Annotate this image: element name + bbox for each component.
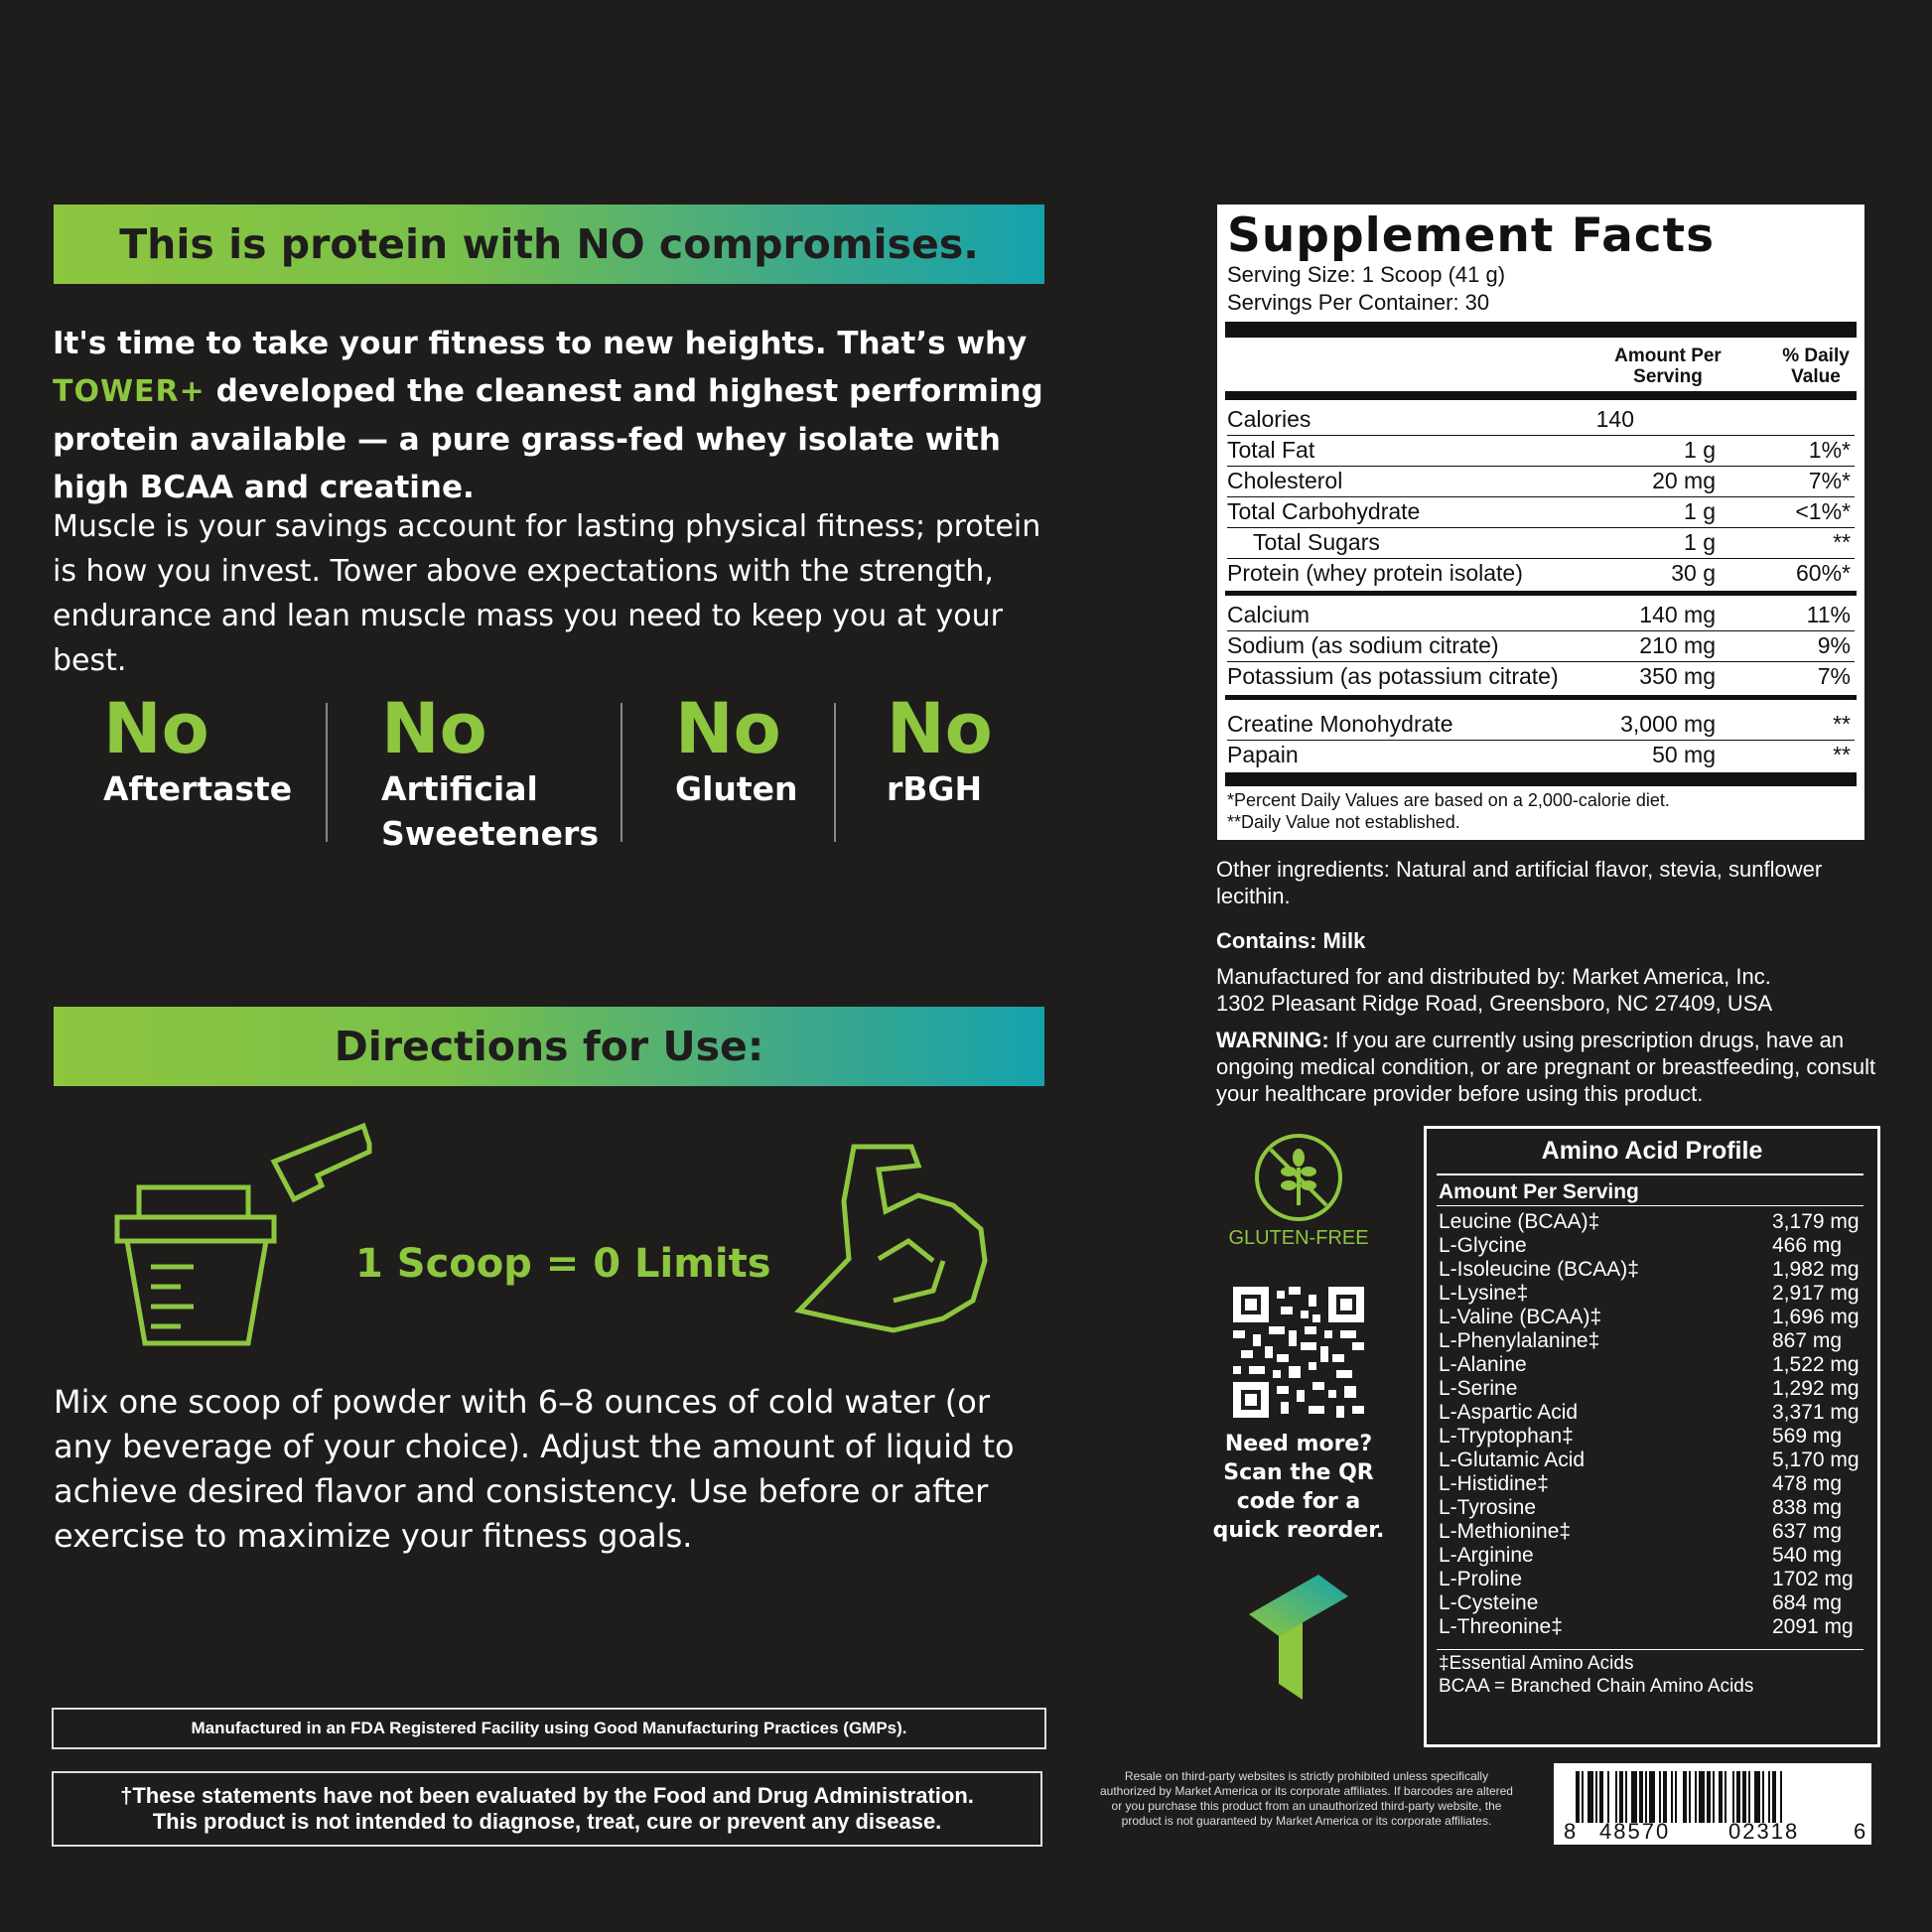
barcode-digit: 02318 [1728,1819,1800,1844]
divider [834,703,836,842]
headline-text: This is protein with NO compromises. [119,220,979,268]
barcode-bar [1762,1771,1764,1823]
amino-value: 569 mg [1772,1425,1843,1448]
barcode-bar [1754,1771,1760,1823]
barcode-bar [1713,1771,1715,1823]
no-label: No [381,688,487,769]
warning-text: If you are currently using prescription drugs, have an ongoing medical condition, or are pregnant or breastfeeding, consult your healthcare provider before using this product. [1216,1028,1876,1106]
qr-code[interactable] [1233,1287,1364,1418]
amino-name: L-Phenylalanine‡ [1439,1329,1600,1352]
barcode-bar [1631,1771,1637,1823]
amino-row [1439,1401,1865,1425]
barcode-digit: 6 [1854,1819,1866,1844]
amino-row [1439,1568,1865,1591]
barcode-bar [1742,1771,1746,1823]
amino-value: 1702 mg [1772,1568,1854,1590]
amino-name: L-Threonine‡ [1439,1615,1563,1638]
divider [326,703,328,842]
amino-rule [1437,1205,1863,1206]
gluten-free-label: GLUTEN-FREE [1228,1227,1369,1249]
amount: 3,000 mg [1620,711,1716,737]
barcode-bar [1645,1771,1647,1823]
amino-row [1439,1282,1865,1306]
amount: 210 mg [1639,632,1716,658]
barcode-bar [1748,1771,1750,1823]
qr-caption: Need more? Scan the QR code for a quick reorder. [1212,1432,1385,1543]
nutrient: Calories [1227,406,1311,432]
no-gluten [675,688,798,811]
amino-name: L-Glycine [1439,1234,1527,1257]
dv: 60%* [1796,560,1851,586]
amino-value: 478 mg [1772,1472,1843,1495]
barcode-bar [1663,1771,1667,1823]
amino-footnote-1: ‡Essential Amino Acids [1439,1653,1634,1674]
gluten-free-icon [1253,1132,1344,1223]
amino-acid-profile [1424,1126,1880,1747]
amount: 20 mg [1652,468,1716,493]
amino-footnote-2: BCAA = Branched Chain Amino Acids [1439,1676,1754,1697]
amino-row [1439,1520,1865,1544]
barcode-bar [1671,1771,1673,1823]
resale-notice: Resale on third-party websites is strictly prohibited unless specifically authorized by Market America or its corporate affiliates. If barcodes are altered or you purchase this product from an unauthorized third-party website, the product is not guaranteed by Market America or its corporate affiliates. [1100,1769,1513,1828]
amino-value: 637 mg [1772,1520,1843,1543]
manufacturer [1216,963,1891,1017]
barcode-bar [1582,1771,1584,1823]
amino-value: 867 mg [1772,1329,1843,1352]
amino-value: 684 mg [1772,1591,1843,1614]
fda-line-1: †These statements have not been evaluated by the Food and Drug Administration. [120,1783,974,1808]
amino-row [1439,1329,1865,1353]
amino-row [1439,1544,1865,1568]
amino-value: 3,371 mg [1772,1401,1860,1424]
amino-rule [1437,1173,1863,1175]
barcode-bar [1683,1771,1687,1823]
dv: 7% [1817,663,1851,689]
amino-row [1439,1234,1865,1258]
amino-value: 838 mg [1772,1496,1843,1519]
barcode-bar [1689,1771,1691,1823]
dv: 7%* [1808,468,1851,493]
col-dv: % Daily Value [1782,345,1850,387]
amount: 30 g [1671,560,1716,586]
amino-name: L-Cysteine [1439,1591,1539,1614]
amount: 1 g [1684,437,1716,463]
facts-bar [1225,772,1857,786]
facts-row [1227,404,1855,436]
no-label: No [103,688,209,769]
nutrient: Cholesterol [1227,468,1343,493]
amino-name: Leucine (BCAA)‡ [1439,1210,1600,1233]
directions-text: Mix one scoop of powder with 6–8 ounces of cold water (or any beverage of your choice). Adjust the amount of liquid to achieve desired flavor and consistency. Use before or after exercise to maximize your fitness goals. [54,1383,1015,1555]
barcode-digit: 8 [1564,1819,1577,1844]
barcode-bar [1607,1771,1609,1823]
facts-bar [1225,322,1857,338]
amino-name: L-Proline [1439,1568,1523,1590]
barcode-bar [1599,1771,1603,1823]
barcode-bar [1695,1771,1697,1823]
amino-row [1439,1425,1865,1449]
dv: <1%* [1795,498,1851,524]
barcode-bars [1576,1771,1854,1823]
other-ingredients: Other ingredients: Natural and artificial flavor, stevia, sunflower lecithin. [1216,857,1823,908]
barcode-bar [1625,1771,1627,1823]
amount: 50 mg [1652,742,1716,767]
amino-name: L-Valine (BCAA)‡ [1439,1306,1602,1328]
amino-row [1439,1496,1865,1520]
amino-name: L-Arginine [1439,1544,1534,1567]
amino-value: 2091 mg [1772,1615,1854,1638]
no-aftertaste [103,688,293,811]
amino-name: L-Tryptophan‡ [1439,1425,1574,1448]
amino-value: 3,179 mg [1772,1210,1860,1233]
no-artificial-sweeteners [381,688,610,856]
no-sub: Artificial Sweeteners [381,769,599,853]
nutrient: Total Sugars [1253,529,1380,555]
amino-value: 1,982 mg [1772,1258,1860,1281]
nutrient: Potassium (as potassium citrate) [1227,663,1559,689]
facts-bar [1225,591,1857,596]
amino-name: L-Isoleucine (BCAA)‡ [1439,1258,1639,1281]
intro-paragraph [53,320,1055,511]
amino-row [1439,1258,1865,1282]
shaker-icon [109,1120,387,1348]
amount: 1 g [1684,498,1716,524]
amino-name: L-Serine [1439,1377,1518,1400]
facts-row [1227,435,1855,467]
barcode-bar [1675,1771,1677,1823]
barcode-bar [1772,1771,1776,1823]
manufacturer-line-2: 1302 Pleasant Ridge Road, Greensboro, NC 27409, USA [1216,991,1773,1016]
tower-logo-icon [1249,1575,1348,1700]
facts-row [1227,558,1855,589]
facts-row [1227,600,1855,631]
amount: 1 g [1684,529,1716,555]
nutrient: Sodium (as sodium citrate) [1227,632,1499,658]
no-label: No [675,688,781,769]
fda-line-2: This product is not intended to diagnose, treat, cure or prevent any disease. [152,1809,942,1834]
amino-value: 2,917 mg [1772,1282,1860,1305]
amount: 140 mg [1639,602,1716,627]
barcode-bar [1619,1771,1623,1823]
nutrient: Papain [1227,742,1299,767]
barcode [1554,1763,1871,1845]
dv: 11% [1806,602,1851,627]
col-amount: Amount Per Serving [1614,345,1722,387]
facts-row [1227,709,1855,741]
fda-disclaimer [52,1771,1042,1847]
amount: 140 [1595,406,1634,432]
facts-row [1227,630,1855,662]
amino-value: 5,170 mg [1772,1449,1860,1471]
intro-text-b: developed the cleanest and highest performing protein available — a pure grass-fed whey isolate with high BCAA and creatine. [53,373,1043,505]
facts-title: Supplement Facts [1227,208,1716,263]
nutrient: Protein (whey protein isolate) [1227,560,1523,586]
dv: ** [1833,711,1851,737]
amino-header: Amount Per Serving [1439,1180,1639,1203]
headline-banner [54,205,1044,284]
no-label: No [887,688,993,769]
barcode-bar [1639,1771,1643,1823]
facts-row [1227,496,1855,528]
no-sub: Gluten [675,769,798,808]
facts-footnote-1: *Percent Daily Values are based on a 2,000-calorie diet. [1227,790,1670,810]
nutrient: Total Carbohydrate [1227,498,1421,524]
gmp-note: Manufactured in an FDA Registered Facility using Good Manufacturing Practices (GMPs). [52,1708,1046,1749]
amino-row [1439,1472,1865,1496]
amino-name: L-Glutamic Acid [1439,1449,1586,1471]
facts-bar [1225,391,1857,400]
supplement-facts-panel [1217,205,1864,840]
amino-rule [1437,1649,1863,1650]
barcode-bar [1736,1771,1740,1823]
contains-allergen: Contains: Milk [1216,928,1366,953]
no-sub: rBGH [887,769,983,808]
warning-label: WARNING: [1216,1028,1329,1052]
facts-row [1227,466,1855,497]
amino-value: 466 mg [1772,1234,1843,1257]
amino-value: 1,696 mg [1772,1306,1860,1328]
nutrient: Total Fat [1227,437,1315,463]
amino-name: L-Methionine‡ [1439,1520,1572,1543]
barcode-bar [1732,1771,1734,1823]
no-rbgh [887,688,993,811]
amino-row [1439,1615,1865,1639]
facts-row [1227,527,1855,559]
flexed-arm-icon [794,1142,993,1340]
amino-name: L-Alanine [1439,1353,1527,1376]
nutrient: Calcium [1227,602,1311,627]
barcode-bar [1659,1771,1661,1823]
facts-row [1227,740,1855,770]
dv: 1%* [1808,437,1851,463]
barcode-bar [1707,1771,1711,1823]
facts-row [1227,661,1855,692]
barcode-bar [1587,1771,1593,1823]
dv: 9% [1817,632,1851,658]
barcode-bar [1615,1771,1617,1823]
barcode-bar [1576,1771,1580,1823]
dv: ** [1833,529,1851,555]
amount: 350 mg [1639,663,1716,689]
amino-name: L-Histidine‡ [1439,1472,1549,1495]
amino-name: L-Aspartic Acid [1439,1401,1579,1424]
directions-heading: Directions for Use: [334,1023,764,1070]
amino-value: 1,522 mg [1772,1353,1860,1376]
serving-size: Serving Size: 1 Scoop (41 g) [1227,262,1506,287]
amino-row [1439,1377,1865,1401]
barcode-bar [1719,1771,1723,1823]
barcode-bar [1595,1771,1597,1823]
directions-banner [54,1007,1044,1086]
facts-footnote-2: **Daily Value not established. [1227,812,1460,832]
barcode-bar [1768,1771,1770,1823]
amino-row [1439,1591,1865,1615]
amino-value: 540 mg [1772,1544,1843,1567]
amino-row [1439,1449,1865,1472]
barcode-bar [1725,1771,1726,1823]
amino-row [1439,1306,1865,1329]
manufacturer-line-1: Manufactured for and distributed by: Market America, Inc. [1216,964,1771,989]
barcode-bar [1780,1771,1782,1823]
dv: ** [1833,742,1851,767]
warning [1216,1027,1881,1107]
servings-per-container: Servings Per Container: 30 [1227,290,1490,315]
amino-row [1439,1353,1865,1377]
divider [621,703,622,842]
barcode-bar [1699,1771,1705,1823]
amino-row [1439,1210,1865,1234]
amino-name: L-Lysine‡ [1439,1282,1529,1305]
brand-wordmark: TOWER+ [53,374,206,409]
scoop-tagline: 1 Scoop = 0 Limits [355,1241,771,1287]
amino-value: 1,292 mg [1772,1377,1860,1400]
amino-name: L-Tyrosine [1439,1496,1537,1519]
amino-title: Amino Acid Profile [1541,1137,1763,1165]
nutrient: Creatine Monohydrate [1227,711,1453,737]
no-sub: Aftertaste [103,769,293,808]
barcode-digit: 48570 [1599,1819,1671,1844]
barcode-bar [1649,1771,1655,1823]
facts-bar [1225,695,1857,700]
body-paragraph: Muscle is your savings account for lasting physical fitness; protein is how you invest. Tower above expectations with the strength, endurance and lean muscle mass you need to keep you at your best. [53,509,1041,678]
intro-text-a: It's time to take your fitness to new heights. That’s why [53,326,1028,361]
